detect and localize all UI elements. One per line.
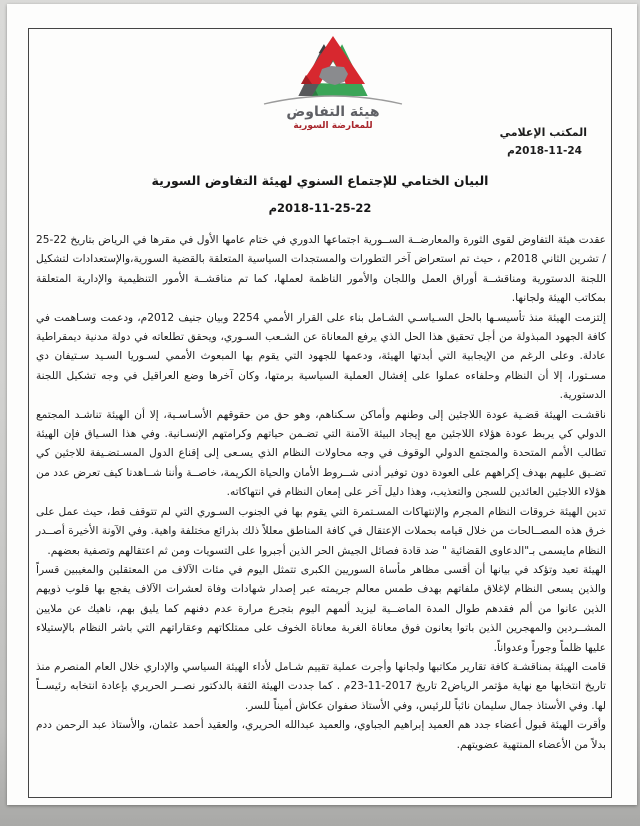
statement-title: البيان الختامي للإجتماع السنوي لهيئة التفاوض السورية xyxy=(151,173,489,188)
body-paragraph: ناقشـت الهيئة قضـية عودة اللاجئين إلى وطنهم وأماكن سـكناهم، وهو حق من حقوقهم الأسـاسـية، إلا أن الهيئة تناشـد المجتمع الدولي كي يربط عودة هؤلاء اللاجئين مع إيجاد البيئة الآمنة التي تضـمن حياتهم وكرامتهم الإنسـانية. وفي هذا السـياق فإن الهيئة تطالب الأمم المتحدة والمجتمع الدولي الوقوف في وجه محاولات النظام الذي يسـعى إلى إقناع الدول المسـتضـيفة للاجئين كي تضـيق عليهم بهدف إكراههم على العودة دون توفير أدنى شــروط الأمان والحياة الكريمة، خاصــة وأننا شــاهدنا كيف تعرض عدد من هؤلاء اللاجئين العائدين للسجن والتعذيب، وهذا دليل آخر على إمعان النظام في انتهاكاته. xyxy=(36,408,606,499)
statement-date: 2018-11-25-22م xyxy=(268,201,372,215)
org-name: هيئة التفاوض xyxy=(286,104,380,120)
negotiation-commission-logo xyxy=(233,28,433,131)
body-paragraph: وأقرت الهيئة قبول أعضاء جدد هم العميد إبراهيم الجباوي، والعميد عبدالله الحريري، والعقيد أحمد عثمان، والأستاذ عبد الرحمن ددم بدلاً من الأعضاء المنتهية عضويتهم. xyxy=(36,719,606,751)
statement-body xyxy=(36,231,606,755)
body-paragraph: إلتزمت الهيئة منذ تأسيسـها بالحل السـياسـي الشـامل بناء على القرار الأممي 2254 وبيان جنيف 2012م، ودعمت وسـاهمت في كافة الجهود المبذولة من أجل تحقيق هذا الحل الذي يرفع المعاناة عن الشـعب السـوري، ويحقق تطلعاته في دولة مدنية ديمقراطية عادلة. وعلى الرغم من الإيجابية التي أبدتها الهيئة، ودعمها للجهود التي يقوم بها المبعوث الأممي لسـوريا السـيد سـتيفان دي مسـتورا، إلا أن النظام وحلفاءه عملوا على إفشال العملية السياسية برمتها، وكان آخرها وضع العراقيل في وجه تشكيل اللجنة الدستورية. xyxy=(36,311,606,402)
body-paragraph: قامت الهيئة بمناقشـة كافة تقارير مكاتبها ولجانها وأجرت عملية تقييم شـامل لأداء الهيئة السياسي والإداري خلال العام المنصرم منذ تاريخ انتخابها مع نهاية مؤتمر الرياض2 تاريخ 2017-11-23م . كما جددت الهيئة الثقة بالدكتور نصــر الحريري بإعادة انتخابه رئيســاً لها. وفي الأستاذ جمال سليمان نائباً للرئيس، وفي الأستاذ صفوان عكاش أميناً للسر. xyxy=(36,660,606,712)
body-paragraph: الهيئة تعيد وتؤكد في بيانها أن أقسى مظاهر مأساة السوريين الكبرى تتمثل اليوم في مئات الآلاف من المعتقلين والمغيبين قسراً والذين يسعى النظام لإغلاق ملفاتهم بهدف طمس معالم جريمته عبر إصدار شهادات وفاة لعشرات الآلاف يفجع بها قلوب ذويهم الذين عانوا من ألم فقدهم طوال المدة الماضــية ليزيد ألمهم اليوم بتجرع مرارة عدم دفنهم كما يليق بهم، ناهيك عن ملايين المشــردين والمهجرين الذين باتوا يعانون فوق معاناة الغربة معاناة الخوف على ممتلكاتهم وعقاراتهم التي باشر النظام بالإستيلاء عليها ظلماً وجوراً وعدواناً. xyxy=(36,563,606,654)
body-paragraph: تدين الهيئة خروقات النظام المجرم والإنتهاكات المسـتمرة التي يقوم بها في الجنوب السـوري التي لم تتوقف قط، حيث عمل على خرق هذه المصــالحات من خلال قيامه بحملات الإعتقال في كافة المناطق معللاً ذلك بذرائع مختلفة واهية. وفي الآونة الأخيرة أصــدر النظام مايسمى بـ"الدعاوى القضائية " ضد قادة فصائل الجيش الحر الذين أجبروا على التسويات ومن ثم اعتقالهم وتصفية بعضهم. xyxy=(36,505,606,557)
logo-star-icon xyxy=(267,28,399,96)
header-date: 2018-11-24م xyxy=(507,145,582,157)
body-paragraph: عقدت هيئة التفاوض لقوى الثورة والمعارضــة الســورية اجتماعها الدوري في ختام عامها الأول في مقرها في الرياض بتاريخ 22-25 / تشرين الثاني 2018م ، حيث تم استعراض آخر التطورات والمستجدات السياسية المتعلقة بالقضية السورية،والإستعدادات لتشكيل اللجنة الدستورية ومناقشــة أوراق العمل واللجان والأمور الناظمة لعملها، كما تم مناقشــة الأمور التنظيمية والإدارية المتعلقة بمكاتب الهيئة ولجانها. xyxy=(36,234,606,305)
media-office-label: المكتب الإعلامي xyxy=(499,126,587,139)
syria-map-icon xyxy=(319,66,348,85)
org-tagline: للمعارضة السورية xyxy=(293,121,373,131)
